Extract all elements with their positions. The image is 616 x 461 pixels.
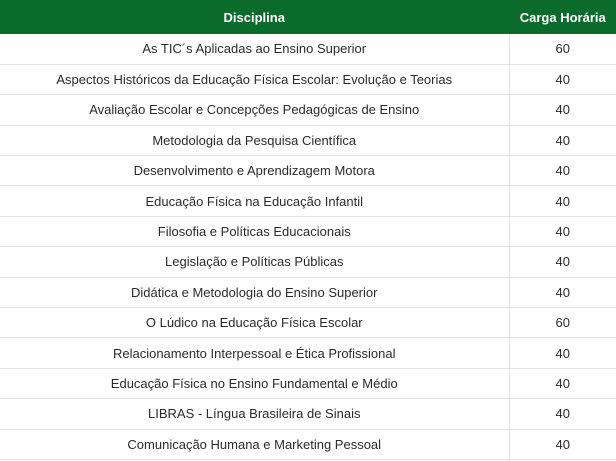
carga-horaria-cell: 40	[509, 186, 616, 216]
disciplina-cell: Desenvolvimento e Aprendizagem Motora	[0, 156, 509, 186]
carga-horaria-cell: 60	[509, 34, 616, 64]
carga-horaria-cell: 60	[509, 308, 616, 338]
column-header-carga-horaria: Carga Horária	[509, 0, 616, 34]
disciplina-cell: As TIC´s Aplicadas ao Ensino Superior	[0, 34, 509, 64]
table-row	[0, 399, 616, 429]
carga-horaria-cell: 40	[509, 277, 616, 307]
table-row	[0, 64, 616, 94]
table-body	[0, 34, 616, 459]
table-row	[0, 338, 616, 368]
table-row	[0, 368, 616, 398]
header-row	[0, 0, 616, 34]
table-row	[0, 95, 616, 125]
table-row	[0, 156, 616, 186]
table-row	[0, 308, 616, 338]
disciplina-cell: O Lúdico na Educação Física Escolar	[0, 308, 509, 338]
column-header-disciplina: Disciplina	[223, 9, 285, 25]
table-row	[0, 429, 616, 459]
disciplina-cell: Avaliação Escolar e Concepções Pedagógicas de Ensino	[0, 95, 509, 125]
carga-horaria-cell: 40	[509, 156, 616, 186]
carga-horaria-cell: 40	[509, 64, 616, 94]
disciplina-cell: Legislação e Políticas Públicas	[0, 247, 509, 277]
carga-horaria-cell: 40	[509, 216, 616, 246]
disciplina-cell: Filosofia e Políticas Educacionais	[0, 216, 509, 246]
table-row	[0, 34, 616, 64]
carga-horaria-cell: 40	[509, 247, 616, 277]
carga-horaria-cell: 40	[509, 338, 616, 368]
table-header	[0, 0, 616, 34]
disciplina-cell: Relacionamento Interpessoal e Ética Profissional	[0, 338, 509, 368]
carga-horaria-cell: 40	[509, 399, 616, 429]
disciplina-cell: Educação Física na Educação Infantil	[0, 186, 509, 216]
disciplina-cell: LIBRAS - Língua Brasileira de Sinais	[0, 399, 509, 429]
carga-horaria-cell: 40	[509, 95, 616, 125]
table-row	[0, 216, 616, 246]
disciplina-cell: Aspectos Históricos da Educação Física Escolar: Evolução e Teorias	[0, 64, 509, 94]
disciplina-cell: Comunicação Humana e Marketing Pessoal	[0, 429, 509, 459]
carga-horaria-cell: 40	[509, 368, 616, 398]
table-row	[0, 277, 616, 307]
table-row	[0, 125, 616, 155]
carga-horaria-cell: 40	[509, 125, 616, 155]
carga-horaria-cell: 40	[509, 429, 616, 459]
table-row	[0, 247, 616, 277]
disciplina-cell: Didática e Metodologia do Ensino Superior	[0, 277, 509, 307]
disciplina-cell: Metodologia da Pesquisa Científica	[0, 125, 509, 155]
disciplina-cell: Educação Física no Ensino Fundamental e Médio	[0, 368, 509, 398]
table-row	[0, 186, 616, 216]
